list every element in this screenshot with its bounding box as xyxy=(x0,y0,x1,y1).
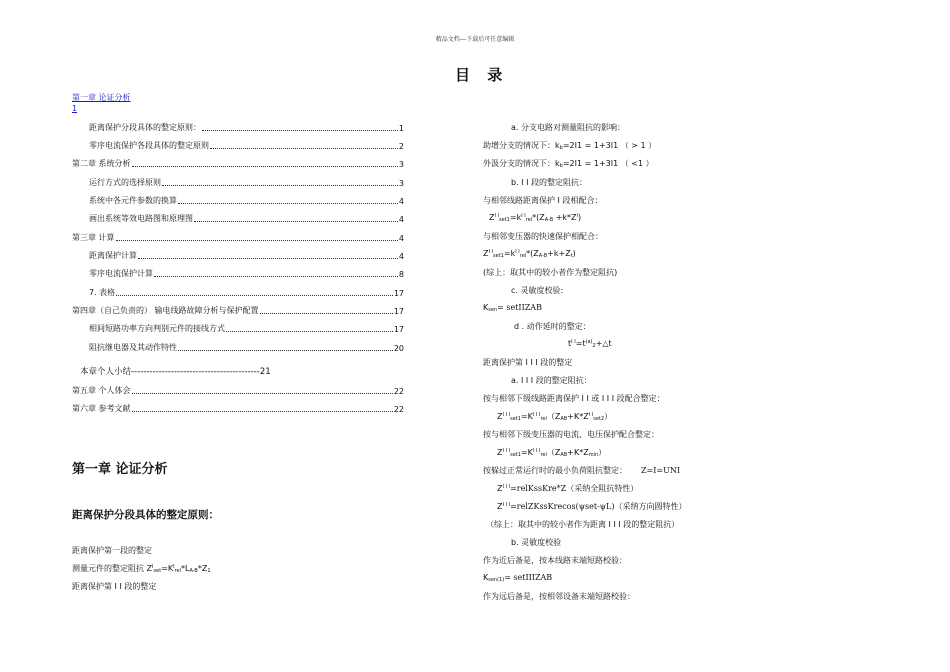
body-line: a. I I I 段的整定阻抗： xyxy=(511,376,592,385)
toc-entry[interactable]: 第三章 计算 4 xyxy=(72,233,404,243)
body-line: d . 动作延时的整定： xyxy=(514,322,591,331)
body-line: 按与相邻下级线路距离保护 I I 或 I I I 段配合整定： xyxy=(483,394,665,403)
formula-line: $t^{I I}=t^{(a)}_2+\triangle t$ xyxy=(568,339,612,349)
toc-entry[interactable]: 第四章（自己负责的） 输电线路故障分析与保护配置 17 xyxy=(72,306,404,316)
body-line: 与相邻线路距离保护 I 段相配合： xyxy=(483,196,603,205)
body-line: 距离保护第一段的整定 xyxy=(72,546,152,555)
toc-entry[interactable]: 第六章 参考文献 22 xyxy=(72,404,404,414)
formula-line: $Z^{I I}_{set1}=k^{I I}_{rel}*(Z_{A-B} +k*Z^I)$ xyxy=(489,213,582,223)
toc-chapter-1-label[interactable]: 第一章 论证分析 xyxy=(72,93,131,102)
toc-entry[interactable]: 系统中各元件参数的换算 4 xyxy=(89,196,404,206)
formula-line: $Z^{I I I}_{set1}=K^{I I I}_{rel}(Z_{AB}+K*Z_{min})$ xyxy=(497,448,607,458)
toc-entry[interactable]: 运行方式的选择原则 3 xyxy=(89,178,404,188)
toc-entry[interactable]: 距离保护分段具体的整定原则： 1 xyxy=(89,123,404,133)
body-line: 作为远后备是，按相邻设备末端短路校验： xyxy=(483,592,635,601)
body-line: 作为近后备是，按本线路末端短路校验： xyxy=(483,556,627,565)
body-line: b. I I 段的整定阻抗： xyxy=(511,178,587,187)
toc-entry[interactable]: 相间短路功率方向判别元件的接线方式 17 xyxy=(89,324,404,334)
body-line: 距离保护第 I I I 段的整定 xyxy=(483,358,573,367)
toc-entry[interactable]: 第二章 系统分析 3 xyxy=(72,159,404,169)
toc-entry[interactable]: 画出系统等效电路图和原理图 4 xyxy=(89,214,404,224)
formula-line: 助增分支的情况下：$k_b=2I1 = 1+3I1$ （ > 1 ） xyxy=(483,141,657,151)
body-line: 按与相邻下级变压器的电流、电压保护配合整定： xyxy=(483,430,659,439)
toc-title: 目 录 xyxy=(455,66,509,84)
toc-entry[interactable]: 零序电流保护计算 8 xyxy=(89,269,404,279)
toc-summary-line[interactable]: 本章个人小结------------------------------------------21 xyxy=(80,367,271,377)
toc-entry[interactable]: 距离保护计算 4 xyxy=(89,251,404,261)
formula-line: $Z^{I I I}=relZKssKrecos(\psi set-\psi L)$（采纳方向圆特性） xyxy=(497,502,687,511)
formula-line: $Z^{I I I}_{set1}=K^{I I I}_{rel}(Z_{AB}+K*Z^{I I}_{set2})$ xyxy=(497,412,613,422)
toc-chapter-1-page[interactable]: 1 xyxy=(72,104,78,113)
formula-line: 按躲过正常运行时的最小负荷阻抗整定： Z=I=UNI xyxy=(483,466,681,475)
body-line: 与相邻变压器的快速保护相配合： xyxy=(483,232,603,241)
chapter-heading: 第一章 论证分析 xyxy=(72,462,168,477)
toc-entry[interactable]: 7. 表格 17 xyxy=(89,288,404,298)
formula-line: 外汲分支的情况下：$k_b=2I1 = 1+3I1$ （ <1 ） xyxy=(483,159,654,169)
formula-line: $K_{sen}=$ setIIZAB xyxy=(483,303,542,313)
formula-line: $K_{sen(1)}=$ setIIIZAB xyxy=(483,573,553,583)
section-heading: 距离保护分段具体的整定原则： xyxy=(72,509,219,521)
toc-entry[interactable]: 零序电流保护各段具体的整定原则 2 xyxy=(89,141,404,151)
body-line: a. 分支电路对测量阻抗的影响： xyxy=(511,123,625,132)
body-line: c. 灵敏度校验: xyxy=(511,286,564,295)
body-line: (综上：取其中的较小者作为整定阻抗) xyxy=(483,268,618,277)
toc-entry[interactable]: 第五章 个人体会 22 xyxy=(72,386,404,396)
body-line: （综上：取其中的较小者作为距离 I I I 段的整定阻抗） xyxy=(486,520,680,529)
toc-entry[interactable]: 阻抗继电器及其动作特性 20 xyxy=(89,343,404,353)
formula-line: 测量元件的整定阻抗 $Z^I_{set}=K^I_{rel}*L_{A-B}*Z_1$ xyxy=(72,564,211,574)
formula-line: $Z^{I I I}=relKssKre*Z$（采纳全阻抗特性） xyxy=(497,484,639,493)
formula-line: $Z^{I I}_{set1}=k^{I I}_{rel}*(Z_{A-B}+k+Z_t)$ xyxy=(483,249,576,259)
header-note: 精品文档---下载后可任意编辑 xyxy=(435,36,515,43)
body-line: 距离保护第 I I 段的整定 xyxy=(72,582,157,591)
body-line: b. 灵敏度校验 xyxy=(511,538,562,547)
